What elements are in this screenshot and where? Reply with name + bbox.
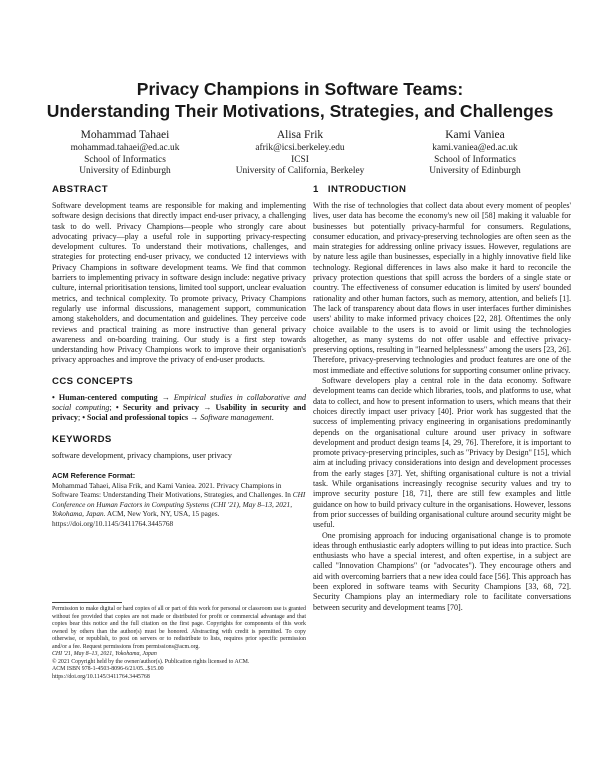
isbn-line: ACM ISBN 978-1-4503-8096-6/21/05...$15.00 — [52, 666, 164, 672]
keywords-text: software development, privacy champions, user privacy — [52, 450, 232, 460]
author-email: kami.vaniea@ed.ac.uk — [432, 143, 518, 153]
ccs-term: • Human-centered computing — [52, 392, 158, 402]
acm-reference-venue: CHI Conference on Human Factors in Computing Systems (CHI '21), May 8–13, 2021, Yokohama, Japan. — [52, 490, 306, 519]
paper-title — [0, 78, 600, 122]
ccs-term: • Security and privacy — [115, 403, 199, 413]
right-column — [313, 184, 571, 613]
acm-reference-section — [52, 471, 306, 528]
author-institution: University of Edinburgh — [79, 166, 171, 176]
ccs-concepts-section — [52, 376, 306, 424]
acm-reference-pre: Mohammad Tahaei, Alisa Frik, and Kami Vaniea. 2021. Privacy Champions in Software Teams: Understanding Their Motivations, Strategies, and Challenges. In — [52, 480, 293, 500]
author-name: Mohammad Tahaei — [80, 129, 170, 141]
ccs-term: • Social and professional topics — [82, 413, 189, 423]
author-email: afrik@icsi.berkeley.edu — [255, 143, 345, 153]
ccs-term: Empirical studies in collaborative and social computing — [52, 392, 306, 413]
ccs-heading: CCS CONCEPTS — [52, 375, 134, 387]
acm-reference-post: ACM, New York, NY, USA, 15 pages. https://doi.org/10.1145/3411764.3445768 — [52, 509, 220, 528]
ccs-arrow: → — [203, 403, 212, 413]
acm-reference-text — [52, 481, 306, 528]
acm-reference-heading: ACM Reference Format: — [52, 470, 136, 480]
abstract-text: Software development teams are responsible for making and implementing software design decisions that directly impact end-user privacy, a challenging task to do well. Privacy Champions—people who strongly care about advocating privacy—play a useful role in supporting privacy-respecting development cultures. To understand their motivations, challenges, and strategies for protecting end-user privacy, we conducted 12 interviews with Privacy Champions in software development teams. We find that common barriers to implementing privacy in software design include: negative privacy culture, internal prioritisation tensions, limited tool support, unclear evaluation metrics, and technical complexity. To promote privacy, Privacy Champions regularly use informal discussions, management support, communication among stakeholders, and documentation and guidelines. They perceive code reviews and practical training as more instructive than general privacy awareness and on-boarding training. Our study is a first step towards understanding how Privacy Champions work to improve their organisation's privacy approaches and improve the privacy of end-user products. — [52, 201, 306, 365]
author-email: mohammad.tahaei@ed.ac.uk — [70, 143, 180, 153]
title-line-2: Understanding Their Motivations, Strategies, and Challenges — [46, 101, 554, 121]
left-column — [52, 184, 306, 538]
author-dept: School of Informatics — [434, 154, 516, 165]
abstract-heading: ABSTRACT — [52, 184, 108, 195]
permission-venue — [52, 651, 306, 659]
permission-text: Permission to make digital or hard copies of all or part of this work for personal or classroom use is granted without fee provided that copies are not made or distributed for profit or commercial advantage and that copies bear this notice and the full citation on the first page. Copyrights for components of this work owned by others than the author(s) must be honored. Abstracting with credit is permitted. To copy otherwise, or republish, to post on servers or to redistribute to lists, requires prior specific permission and/or a fee. Request permissions from permissions@acm.org. — [52, 606, 306, 650]
author-name: Kami Vaniea — [445, 129, 505, 141]
author-3 — [390, 128, 560, 178]
author-block — [40, 128, 560, 178]
intro-paragraph-1: With the rise of technologies that collect data about every moment of peoples' lives, user data has become the economy's new oil [58] making it valuable for businesses but potentially privacy-harmful for consumers. Regulations, consumer education, and privacy-preserving technologies are often seen as the main strategies for addressing online privacy issues. However, regulations are by nature less agile than businesses, especially in a highly innovative field like technology. Regional differences in laws also make it hard to reconcile the privacy protection questions that spill across the borders of a single state or country. The effectiveness of consumer education is limited by users' bounded rationality and other human factors, such as memory, attention, and beliefs [1]. The lack of transparency about data flows in user interfaces further diminishes users' ability to make informed privacy choices [22, 28]. Oftentimes the only choice available to the users is to avoid or limit using the technologies altogether, as many systems do not offer usable and effective privacy-preserving options, resulting in "learned helplessness" among the users [23, 26]. Therefore, privacy-preserving technologies and product features are one of the most immediate and effective solutions for supporting consumer online privacy. — [313, 201, 571, 375]
introduction-heading: 1 INTRODUCTION — [313, 184, 407, 195]
author-institution: University of Edinburgh — [429, 166, 521, 176]
ccs-term: Usability in security and privacy — [52, 403, 307, 423]
author-1 — [40, 128, 210, 178]
intro-paragraph-3: One promising approach for inducing organisational change is to promote ideas through enthusiastic early adopters willing to put ideas into practice. Such enthusiasts who have a special interest, and often expertise, in a subject are called "Innovation Champions" (or "advocates"). They encourage others and aid with overcoming barriers that a new idea could face [56]. This approach has been explored in software teams with Security Champions [33, 68, 72]. Security Champions play an intermediary role to facilitate conversations between security and development teams [70]. — [313, 530, 571, 612]
doi-link[interactable]: https://doi.org/10.1145/3411764.3445768 — [52, 673, 150, 680]
author-name: Alisa Frik — [276, 129, 324, 141]
author-institution: University of California, Berkeley — [235, 166, 365, 176]
permission-venue-text: CHI '21, May 8–13, 2021, Yokohama, Japan — [52, 651, 157, 657]
intro-paragraph-2: Software developers play a central role in the data economy. Software development teams can decide which libraries, tools, and platforms to use, what data to collect, and how to present information to users, which means that their choices directly impact user privacy [40]. Prior work has suggested that the success of implementing privacy engineering in organisations predominantly depends on the organisational culture around user privacy in software development and product design teams [4, 29, 76]. Therefore, it is important to promote privacy-preserving principles, such as "Privacy by Design" [15], which aim at including privacy considerations into design and development processes from the early stages [37]. Yet, shifting organisational culture is not a trivial task. While organisations increasingly recognise security values and try to improve security posture [18, 71], there are still few examples and little guidance on how to build privacy culture in the organisations. However, lessons from prior successes of building organisational culture around security might be useful. — [313, 376, 571, 530]
permission-block — [52, 606, 306, 681]
author-dept: School of Informatics — [84, 154, 166, 165]
abstract-section — [52, 184, 306, 366]
author-dept: ICSI — [291, 154, 309, 165]
ccs-text: • Human-centered computing → Empirical studies in collaborative and social computing; • Security and privacy → Usability in security and privacy; • Social and professional topics → Software management. — [52, 392, 307, 423]
copyright-line: © 2021 Copyright held by the owner/author(s). Publication rights licensed to ACM. — [52, 658, 250, 665]
ccs-arrow: → — [190, 413, 199, 423]
footnote-divider — [52, 602, 122, 603]
ccs-arrow: → — [161, 392, 170, 402]
ccs-term: Software management — [200, 413, 272, 423]
keywords-section — [52, 434, 306, 461]
author-2 — [215, 128, 385, 178]
keywords-heading: KEYWORDS — [52, 433, 112, 445]
title-line-1: Privacy Champions in Software Teams: — [136, 79, 464, 99]
